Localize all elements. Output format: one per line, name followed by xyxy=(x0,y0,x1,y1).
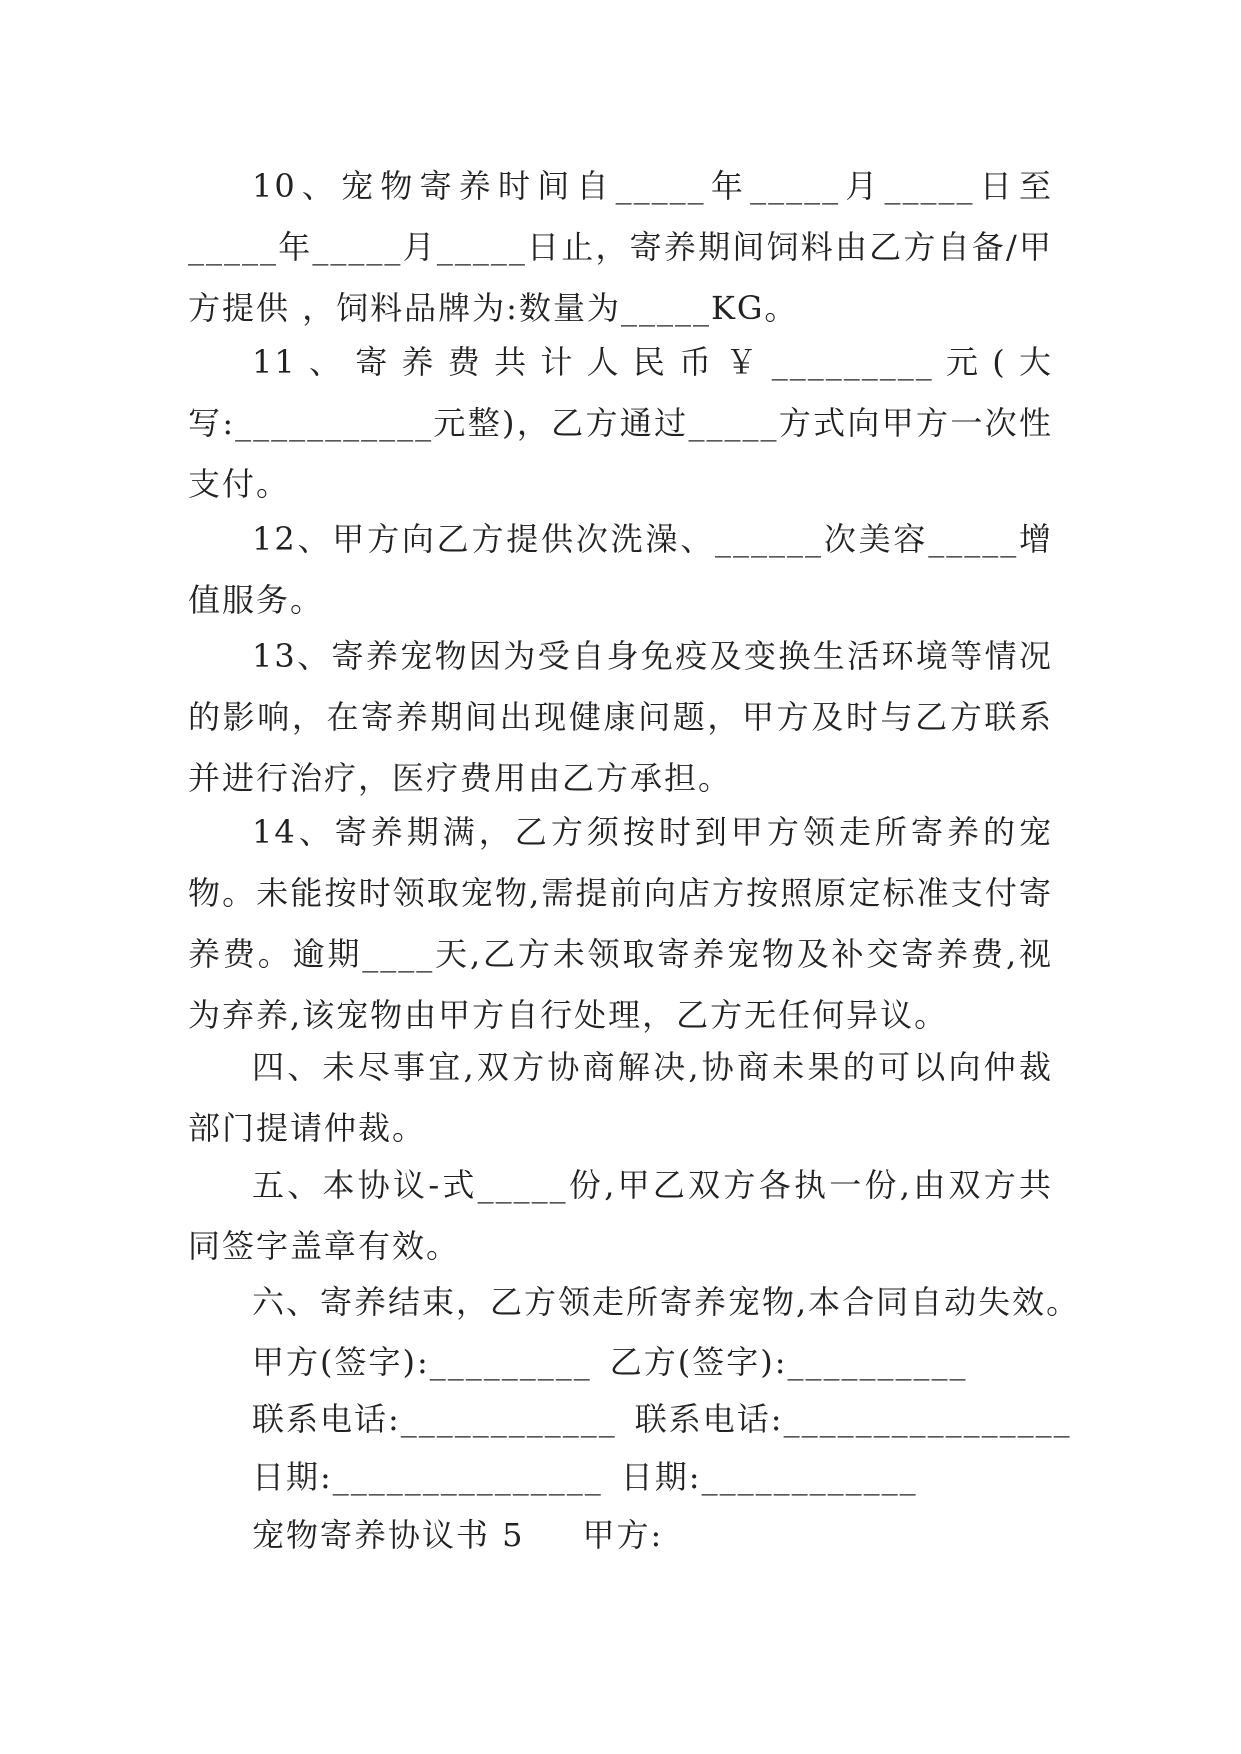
party-b-phone: 联系电话:________________ xyxy=(634,1400,1072,1438)
clause-14: 14、寄养期满，乙方须按时到甲方领走所寄养的宠物。未能按时领取宠物,需提前向店方按照原定标准支付寄养费。逾期____天,乙方未领取寄养宠物及补交寄养费,视为弃养,该宠物由甲方自行处理，乙方无任何异议。 xyxy=(188,813,1053,1034)
party-b-date: 日期:____________ xyxy=(620,1458,918,1496)
signature-row xyxy=(252,1332,968,1393)
next-agreement-title: 宠物寄养协议书 5 xyxy=(252,1516,525,1554)
date-row xyxy=(252,1447,918,1508)
clause-11: 11、寄养费共计人民币￥_________元(大写:___________元整)，乙方通过_____方式向甲方一次性支付。 xyxy=(188,343,1053,503)
clause-12: 12、甲方向乙方提供次洗澡、______次美容_____增值服务。 xyxy=(188,520,1053,619)
party-a-signature: 甲方(签字):_________ xyxy=(252,1343,592,1381)
clause-six: 六、寄养结束，乙方领走所寄养宠物,本合同自动失效。 xyxy=(252,1283,1081,1321)
party-a-phone: 联系电话:____________ xyxy=(252,1400,617,1438)
clause-13: 13、寄养宠物因为受自身免疫及变换生活环境等情况的影响，在寄养期间出现健康问题，甲方及时与乙方联系并进行治疗，医疗费用由乙方承担。 xyxy=(188,637,1053,797)
party-b-signature: 乙方(签字):__________ xyxy=(609,1343,968,1381)
party-a-date: 日期:_______________ xyxy=(252,1458,603,1496)
phone-row xyxy=(252,1389,1072,1450)
clause-five: 五、本协议-式_____份,甲乙双方各执一份,由双方共同签字盖章有效。 xyxy=(188,1166,1053,1265)
clause-10: 10、宠物寄养时间自_____年_____月_____日至_____年_____月_____日止，寄养期间饲料由乙方自备/甲方提供 ，饲料品牌为:数量为_____KG。 xyxy=(188,167,1053,327)
next-agreement-heading xyxy=(252,1505,663,1566)
party-a-label: 甲方: xyxy=(582,1516,664,1554)
clause-four: 四、未尽事宜,双方协商解决,协商未果的可以向仲裁部门提请仲裁。 xyxy=(188,1048,1053,1147)
